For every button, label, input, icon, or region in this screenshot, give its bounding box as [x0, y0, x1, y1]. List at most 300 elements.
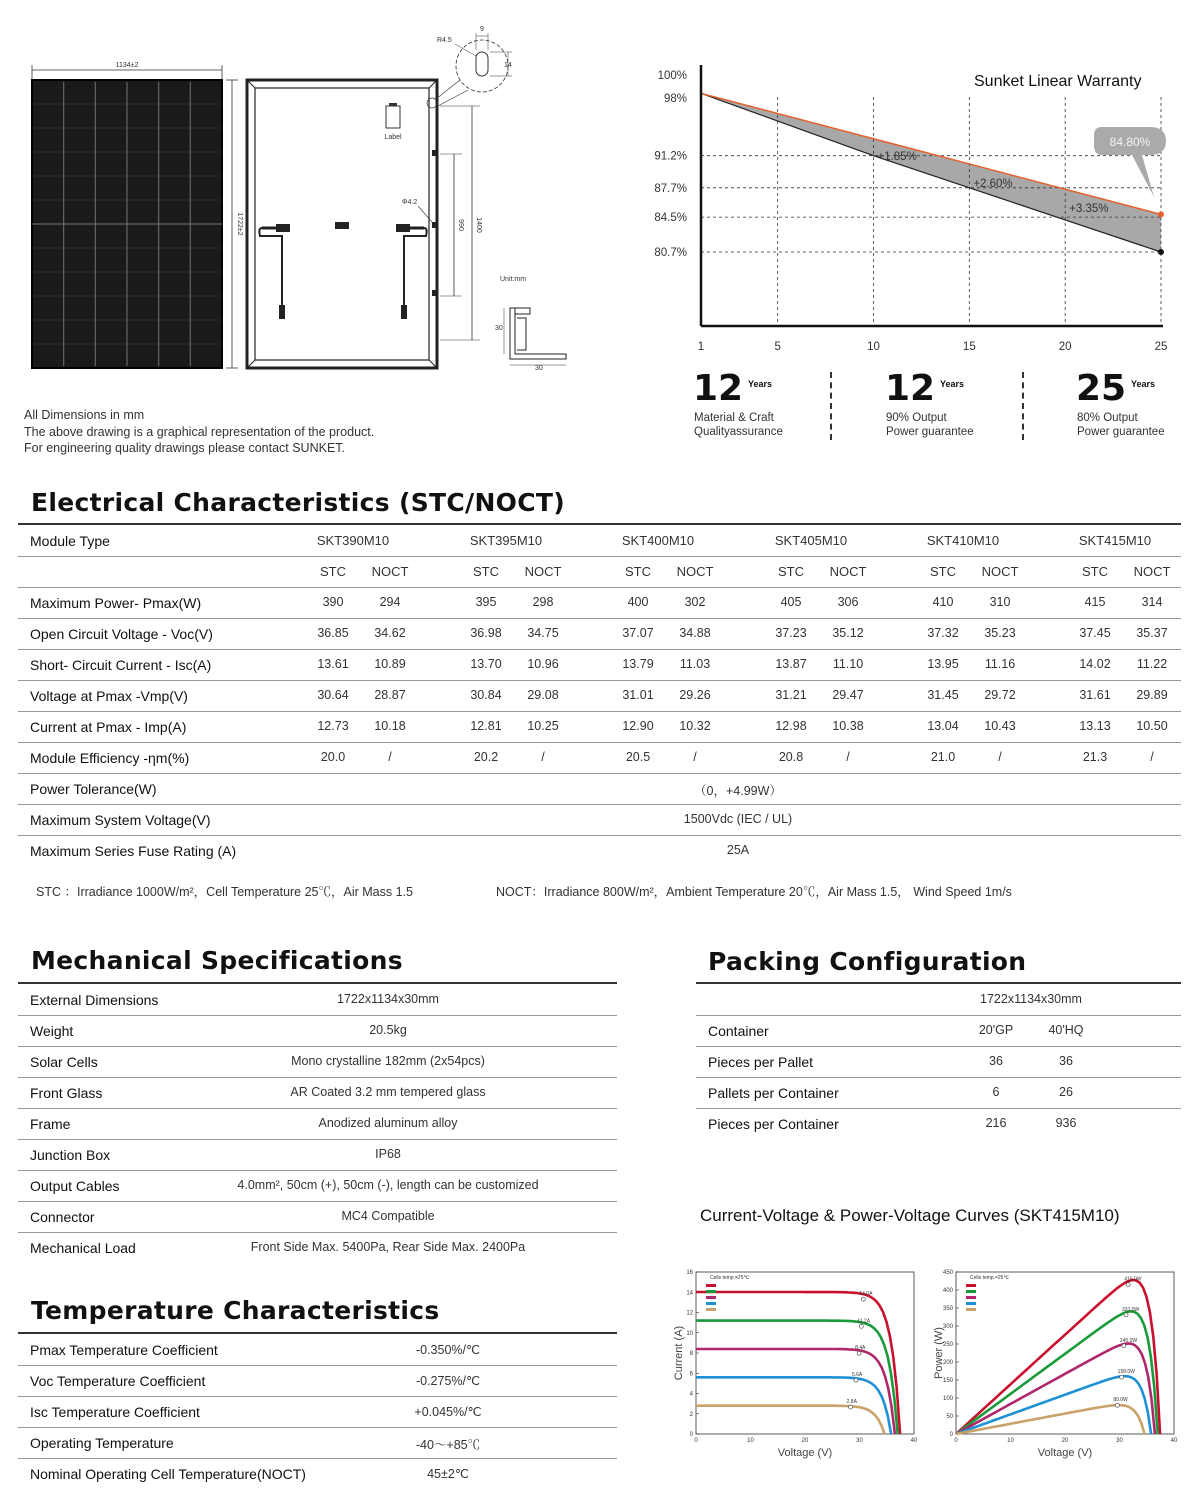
iv-max-point-label: 11.2A — [857, 1318, 871, 1325]
stc-value: 410 — [932, 595, 954, 609]
noct-value: 34.88 — [679, 626, 711, 640]
mechanical-row — [18, 1232, 617, 1263]
warranty-x-tick: 5 — [774, 341, 781, 353]
stc-value: 31.01 — [622, 688, 654, 702]
warranty-x-tick: 15 — [962, 341, 976, 353]
noct-value: 29.47 — [832, 688, 864, 702]
stc-value: 20.2 — [473, 750, 499, 764]
mechanical-label: Connector — [30, 1209, 95, 1225]
pv-y-tick: 200 — [942, 1360, 953, 1366]
noct-value: 11.03 — [679, 657, 711, 671]
stc-value: 13.87 — [775, 657, 807, 671]
warranty-y-tick: 87.7% — [654, 182, 687, 195]
noct-value: 310 — [989, 595, 1011, 609]
stc-value: 31.21 — [775, 688, 807, 702]
pv-y-axis-label: Power (W) — [933, 1327, 945, 1379]
temperature-value: 45±2℃ — [427, 1467, 469, 1481]
packing-dims-row — [696, 984, 1181, 1016]
pv-max-point — [1122, 1344, 1126, 1348]
warranty-y-tick: 98% — [663, 93, 687, 105]
iv-curve-svg — [672, 1264, 922, 1464]
spec-row-label: Maximum System Voltage(V) — [30, 812, 211, 828]
sunket-end-marker — [1158, 211, 1164, 217]
packing-value-40hq: 36 — [1059, 1054, 1073, 1068]
temperature-label: Operating Temperature — [30, 1435, 174, 1451]
noct-value: / — [1150, 750, 1154, 764]
iv-max-point — [854, 1378, 858, 1382]
pv-x-tick: 0 — [954, 1438, 958, 1444]
stc-value: 12.98 — [775, 719, 807, 733]
stc-note: STC ：Irradiance 1000W/m²，Cell Temperature 25℃，Air Mass 1.5 — [36, 885, 413, 899]
iv-max-point-label: 2.8A — [846, 1399, 857, 1406]
noct-value: 35.12 — [832, 626, 864, 640]
module-type-label: Module Type — [30, 533, 110, 549]
noct-value: 35.37 — [1136, 626, 1168, 640]
standard-end-marker — [1158, 249, 1164, 255]
spec-row-label: Maximum Series Fuse Rating (A) — [30, 843, 237, 859]
noct-value: 29.26 — [679, 688, 711, 702]
iv-x-tick: 30 — [856, 1438, 863, 1444]
badge-caption-1: 80% Output — [1077, 412, 1138, 424]
pv-y-tick: 400 — [942, 1288, 953, 1294]
noct-value: / — [388, 750, 392, 764]
packing-dims: 1722x1134x30mm — [980, 992, 1082, 1006]
curves-title: Current-Voltage & Power-Voltage Curves (SKT415M10) — [700, 1206, 1120, 1225]
mechanical-label: Solar Cells — [30, 1054, 98, 1070]
stc-value: 13.04 — [927, 719, 959, 733]
packing-row-label: Pieces per Pallet — [708, 1054, 814, 1070]
stc-value: 14.02 — [1079, 657, 1111, 671]
stc-value: 21.3 — [1082, 750, 1108, 764]
warranty-x-tick: 10 — [867, 341, 880, 353]
packing-row-label: Pieces per Container — [708, 1116, 839, 1132]
badge-years-unit: Years — [1131, 379, 1156, 389]
stc-value: 13.79 — [622, 657, 654, 671]
spec-span-value: （0，+4.99W） — [694, 784, 782, 798]
packing-value-20gp: 36 — [989, 1054, 1003, 1068]
mechanical-value: AR Coated 3.2 mm tempered glass — [290, 1085, 486, 1099]
noct-header: NOCT — [1133, 564, 1171, 579]
warranty-gain-label: +1.85% — [877, 151, 917, 163]
packing-value-20gp: 6 — [992, 1085, 1000, 1099]
mechanical-value: Mono crystalline 182mm (2x54pcs) — [291, 1054, 485, 1068]
model-name: SKT395M10 — [469, 533, 543, 548]
badge-divider — [830, 372, 834, 440]
stc-header: STC — [625, 564, 651, 579]
mechanical-value: Front Side Max. 5400Pa, Rear Side Max. 2400Pa — [250, 1240, 526, 1254]
pv-x-tick: 20 — [1061, 1438, 1069, 1444]
junction-box — [335, 222, 349, 229]
temperature-label: Isc Temperature Coefficient — [30, 1404, 200, 1420]
spec-row-label: Module Efficiency -ηm(%) — [30, 750, 190, 766]
badge-caption-1: 90% Output — [886, 412, 947, 424]
badge-divider — [1022, 372, 1026, 440]
warranty-y-tick: 80.7% — [654, 247, 687, 259]
mechanical-value: IP68 — [375, 1147, 401, 1161]
pv-max-point-label: 331.0W — [1122, 1306, 1140, 1313]
drawing-note-3: For engineering quality drawings please contact SUNKET. — [24, 441, 346, 455]
iv-plot-frame — [696, 1272, 914, 1434]
dim-990: 990 — [457, 219, 464, 231]
noct-value: 298 — [532, 595, 554, 609]
spec-row-label: Voltage at Pmax -Vmp(V) — [30, 688, 188, 704]
iv-max-point — [857, 1351, 861, 1355]
badge-years-unit: Years — [748, 379, 773, 389]
container-40hq: 40'HQ — [1048, 1023, 1084, 1037]
spec-span-value: 25A — [726, 843, 750, 857]
packing-table — [696, 984, 1181, 1139]
mechanical-row — [18, 1077, 617, 1109]
mechanical-label: Output Cables — [30, 1178, 120, 1194]
corner-radius: R4.5 — [437, 37, 452, 44]
noct-header: NOCT — [981, 564, 1019, 579]
noct-value: 35.23 — [984, 626, 1016, 640]
pv-y-tick: 250 — [942, 1342, 953, 1348]
pv-x-tick: 40 — [1170, 1438, 1178, 1444]
spec-row — [18, 618, 1181, 650]
pv-max-point — [1124, 1313, 1128, 1317]
pv-max-point-label: 415.0W — [1124, 1276, 1142, 1283]
module-drawing — [0, 0, 600, 470]
stc-value: 30.64 — [317, 688, 349, 702]
pv-legend-swatch — [966, 1308, 976, 1311]
iv-cell-temp: Cells temp.=25℃ — [710, 1275, 750, 1281]
pv-x-tick: 30 — [1116, 1438, 1123, 1444]
stc-value: 400 — [627, 595, 649, 609]
pv-legend-swatch — [966, 1290, 976, 1293]
mechanical-row — [18, 1046, 617, 1078]
mechanical-row — [18, 984, 617, 1016]
temperature-table — [18, 1334, 617, 1494]
dim-1400: 1400 — [475, 217, 482, 233]
iv-x-tick: 20 — [801, 1438, 809, 1444]
spec-row-label: Power Tolerance(W) — [30, 781, 157, 797]
stc-value: 405 — [780, 595, 802, 609]
pv-x-tick: 10 — [1007, 1438, 1014, 1444]
packing-row-label: Pallets per Container — [708, 1085, 839, 1101]
iv-x-tick: 40 — [910, 1438, 918, 1444]
model-name: SKT415M10 — [1078, 533, 1152, 548]
stc-value: 12.90 — [622, 719, 654, 733]
iv-y-tick: 10 — [686, 1330, 693, 1337]
pv-max-point-label: 245.0W — [1119, 1337, 1138, 1344]
packing-row — [696, 1077, 1181, 1109]
iv-legend-swatch — [706, 1302, 716, 1305]
corner-height: 14 — [504, 62, 512, 69]
pv-legend-swatch — [966, 1296, 976, 1299]
pv-y-tick: 50 — [946, 1414, 953, 1420]
noct-value: 10.89 — [374, 657, 406, 671]
pv-y-tick: 450 — [942, 1270, 953, 1276]
warranty-y-tick: 84.5% — [654, 212, 687, 225]
stc-value: 20.0 — [320, 750, 346, 764]
mechanical-value: Anodized aluminum alloy — [318, 1116, 458, 1130]
noct-value: 29.72 — [984, 688, 1016, 702]
spec-row-label: Maximum Power- Pmax(W) — [30, 595, 202, 611]
badge-years-number: 25 — [1076, 368, 1127, 409]
spec-row-label: Open Circuit Voltage - Voc(V) — [30, 626, 213, 642]
iv-y-tick: 16 — [686, 1270, 693, 1276]
iv-max-point-label: 8.4A — [855, 1345, 866, 1352]
stc-value: 37.23 — [775, 626, 807, 640]
noct-value: 302 — [684, 595, 706, 609]
frame-width: 30 — [535, 365, 543, 372]
badge-years-number: 12 — [693, 368, 744, 409]
noct-value: / — [998, 750, 1002, 764]
iv-max-point — [861, 1297, 865, 1301]
stc-value: 31.45 — [927, 688, 959, 702]
packing-row — [696, 1046, 1181, 1078]
warranty-gap-area — [701, 93, 1161, 252]
iv-max-point — [849, 1405, 853, 1409]
badge-caption-2: Power guarantee — [1077, 426, 1165, 438]
noct-value: / — [541, 750, 545, 764]
model-name: SKT390M10 — [316, 533, 390, 548]
iv-x-tick: 10 — [747, 1438, 754, 1444]
stc-value: 37.45 — [1079, 626, 1111, 640]
temperature-row — [18, 1334, 617, 1366]
iv-max-point-label: 14.0A — [859, 1291, 873, 1298]
height-dim-label: 1722±2 — [236, 212, 243, 236]
temperature-row — [18, 1365, 617, 1397]
packing-value-40hq: 26 — [1059, 1085, 1073, 1099]
stc-value: 395 — [475, 595, 497, 609]
stc-value: 13.61 — [317, 657, 349, 671]
iv-y-tick: 2 — [689, 1411, 693, 1418]
temperature-title: Temperature Characteristics — [31, 1296, 440, 1325]
spec-span-row — [18, 804, 1181, 836]
mechanical-value: MC4 Compatible — [341, 1209, 435, 1223]
temperature-row — [18, 1396, 617, 1428]
pv-y-tick: 300 — [942, 1324, 953, 1330]
noct-value: 10.25 — [527, 719, 559, 733]
noct-value: / — [846, 750, 850, 764]
noct-value: 10.32 — [679, 719, 711, 733]
warranty-gain-label: +2.60% — [973, 178, 1013, 190]
stc-header: STC — [320, 564, 346, 579]
packing-row — [696, 1108, 1181, 1139]
noct-value: 28.87 — [374, 688, 406, 702]
noct-value: 294 — [379, 595, 401, 609]
drawing-note-2: The above drawing is a graphical representation of the product. — [24, 425, 375, 439]
temperature-label: Voc Temperature Coefficient — [30, 1373, 206, 1389]
mechanical-table — [18, 984, 617, 1264]
electrical-title: Electrical Characteristics (STC/NOCT) — [31, 488, 565, 517]
badge-years-unit: Years — [940, 379, 965, 389]
noct-value: 314 — [1141, 595, 1163, 609]
mechanical-value: 20.5kg — [369, 1023, 407, 1037]
iv-y-tick: 0 — [689, 1432, 693, 1438]
badge-years-number: 12 — [885, 368, 936, 409]
temperature-value: -0.275%/℃ — [415, 1374, 481, 1388]
iv-y-tick: 4 — [689, 1391, 693, 1398]
badge-caption-2: Qualityassurance — [694, 426, 783, 438]
noct-header: NOCT — [829, 564, 867, 579]
spec-span-row — [18, 773, 1181, 805]
noct-header: NOCT — [524, 564, 562, 579]
iv-y-tick: 8 — [689, 1351, 693, 1357]
mechanical-row — [18, 1201, 617, 1233]
iv-x-tick: 0 — [694, 1438, 698, 1444]
stc-header: STC — [1082, 564, 1108, 579]
stc-value: 12.81 — [470, 719, 502, 733]
module-type-row — [18, 525, 1181, 557]
mechanical-label: External Dimensions — [30, 992, 159, 1008]
unit-label: Unit:mm — [500, 276, 527, 283]
noct-value: 306 — [837, 595, 859, 609]
packing-value-20gp: 216 — [985, 1116, 1007, 1130]
spec-row — [18, 680, 1181, 712]
mechanical-row — [18, 1015, 617, 1047]
temperature-value: -40～+85℃ — [415, 1438, 481, 1452]
pv-max-point — [1115, 1403, 1119, 1407]
mechanical-label: Weight — [30, 1023, 74, 1039]
packing-title: Packing Configuration — [708, 947, 1027, 976]
badge-caption-1: Material & Craft — [694, 412, 774, 424]
pv-legend-swatch — [966, 1284, 976, 1287]
stc-value: 13.95 — [927, 657, 959, 671]
warranty-x-tick: 25 — [1154, 341, 1168, 353]
noct-note: NOCT：Irradiance 800W/m²，Ambient Temperature 20℃，Air Mass 1.5， Wind Speed 1m/s — [496, 885, 1012, 899]
iv-y-axis-label: Current (A) — [673, 1325, 685, 1381]
width-dim-label: 1134±2 — [115, 62, 139, 69]
mechanical-title: Mechanical Specifications — [31, 946, 403, 975]
pv-max-point — [1120, 1375, 1124, 1379]
noct-header: NOCT — [676, 564, 714, 579]
sunket-warranty-line — [701, 93, 1161, 214]
stc-value: 20.8 — [778, 750, 804, 764]
stc-header: STC — [778, 564, 804, 579]
spec-row — [18, 649, 1181, 681]
noct-value: 10.50 — [1136, 719, 1168, 733]
noct-value: 10.38 — [832, 719, 864, 733]
noct-value: / — [693, 750, 697, 764]
noct-value: 29.08 — [527, 688, 559, 702]
pv-x-axis-label: Voltage (V) — [1037, 1447, 1093, 1459]
iv-curve-chart — [672, 1264, 922, 1464]
mechanical-row — [18, 1139, 617, 1171]
drawing-note-1: All Dimensions in mm — [24, 408, 145, 422]
noct-value: 29.89 — [1136, 688, 1168, 702]
iv-max-point-label: 5.6A — [851, 1372, 863, 1379]
stc-value: 30.84 — [470, 688, 502, 702]
iv-x-axis-label: Voltage (V) — [777, 1447, 833, 1459]
stc-header: STC — [473, 564, 499, 579]
stc-value: 31.61 — [1079, 688, 1111, 702]
pv-y-tick: 350 — [942, 1306, 953, 1312]
temperature-label: Pmax Temperature Coefficient — [30, 1342, 218, 1358]
iv-legend-swatch — [706, 1296, 716, 1299]
pv-legend-swatch — [966, 1302, 976, 1305]
mechanical-label: Frame — [30, 1116, 71, 1132]
iv-legend-swatch — [706, 1284, 716, 1287]
packing-container-row — [696, 1015, 1181, 1047]
mechanical-label: Front Glass — [30, 1085, 103, 1101]
container-20gp: 20'GP — [978, 1023, 1014, 1037]
model-name: SKT410M10 — [926, 533, 1000, 548]
temperature-value: +0.045%/℃ — [414, 1405, 482, 1419]
pv-y-tick: 100 — [942, 1396, 953, 1402]
noct-value: 11.22 — [1136, 657, 1168, 671]
mechanical-row — [18, 1108, 617, 1140]
noct-value: 10.96 — [527, 657, 559, 671]
pv-y-tick: 150 — [942, 1378, 953, 1384]
noct-value: 10.18 — [374, 719, 406, 733]
warranty-y-tick: 91.2% — [654, 150, 687, 163]
frame-height: 30 — [495, 325, 503, 332]
stc-value: 37.07 — [622, 626, 654, 640]
mechanical-value: 1722x1134x30mm — [337, 992, 439, 1006]
spec-row — [18, 742, 1181, 774]
corner-width: 9 — [480, 26, 484, 33]
stc-value: 12.73 — [317, 719, 349, 733]
temperature-label: Nominal Operating Cell Temperature(NOCT) — [30, 1466, 306, 1482]
mechanical-label: Junction Box — [30, 1147, 111, 1163]
noct-value: 11.10 — [832, 657, 864, 671]
stc-value: 415 — [1084, 595, 1106, 609]
warranty-y-tick: 100% — [657, 70, 687, 82]
hole-label: Φ4.2 — [402, 199, 418, 206]
iv-y-tick: 12 — [686, 1310, 693, 1317]
warranty-chart-svg — [620, 55, 1190, 365]
spec-row — [18, 711, 1181, 743]
spec-row — [18, 587, 1181, 619]
iv-max-point — [859, 1324, 863, 1328]
warranty-badges — [690, 368, 1190, 448]
stc-value: 20.5 — [625, 750, 651, 764]
pv-curve-svg — [932, 1264, 1182, 1464]
pv-max-point-label: 158.0W — [1117, 1369, 1135, 1376]
iv-y-tick: 6 — [689, 1371, 693, 1378]
noct-value: 34.62 — [374, 626, 406, 640]
label-text: Label — [384, 134, 402, 141]
spec-row-label: Short- Circuit Current - Isc(A) — [30, 657, 212, 673]
pv-max-point — [1126, 1283, 1130, 1287]
noct-value: 34.75 — [527, 626, 559, 640]
stc-value: 21.0 — [930, 750, 956, 764]
stc-header: STC — [930, 564, 956, 579]
iv-y-tick: 14 — [686, 1290, 693, 1297]
stc-value: 390 — [322, 595, 344, 609]
stc-value: 37.32 — [927, 626, 959, 640]
temperature-row — [18, 1458, 617, 1489]
label-box — [386, 106, 400, 128]
temperature-value: -0.350%/℃ — [415, 1343, 481, 1357]
noct-header: NOCT — [371, 564, 409, 579]
warranty-title: Sunket Linear Warranty — [974, 73, 1142, 90]
packing-value-40hq: 936 — [1055, 1116, 1077, 1130]
model-name: SKT400M10 — [621, 533, 695, 548]
pv-curve-chart — [932, 1264, 1182, 1464]
stc-value: 13.70 — [470, 657, 502, 671]
iv-legend-swatch — [706, 1290, 716, 1293]
spec-span-row — [18, 835, 1181, 866]
iv-legend-swatch — [706, 1308, 716, 1311]
noct-value: 10.43 — [984, 719, 1016, 733]
badge-caption-2: Power guarantee — [886, 426, 974, 438]
warranty-x-tick: 20 — [1058, 341, 1072, 353]
pv-y-tick: 0 — [949, 1432, 953, 1438]
temperature-row — [18, 1427, 617, 1459]
mechanical-value: 4.0mm², 50cm (+), 50cm (-), length can be customized — [237, 1178, 539, 1192]
mechanical-row — [18, 1170, 617, 1202]
stc-value: 13.13 — [1079, 719, 1111, 733]
stc-value: 36.85 — [317, 626, 349, 640]
stc-noct-row — [18, 556, 1181, 588]
warranty-chart — [620, 55, 1190, 365]
warranty-bubble-label: 84.80% — [1109, 135, 1151, 149]
electrical-table — [18, 525, 1181, 870]
